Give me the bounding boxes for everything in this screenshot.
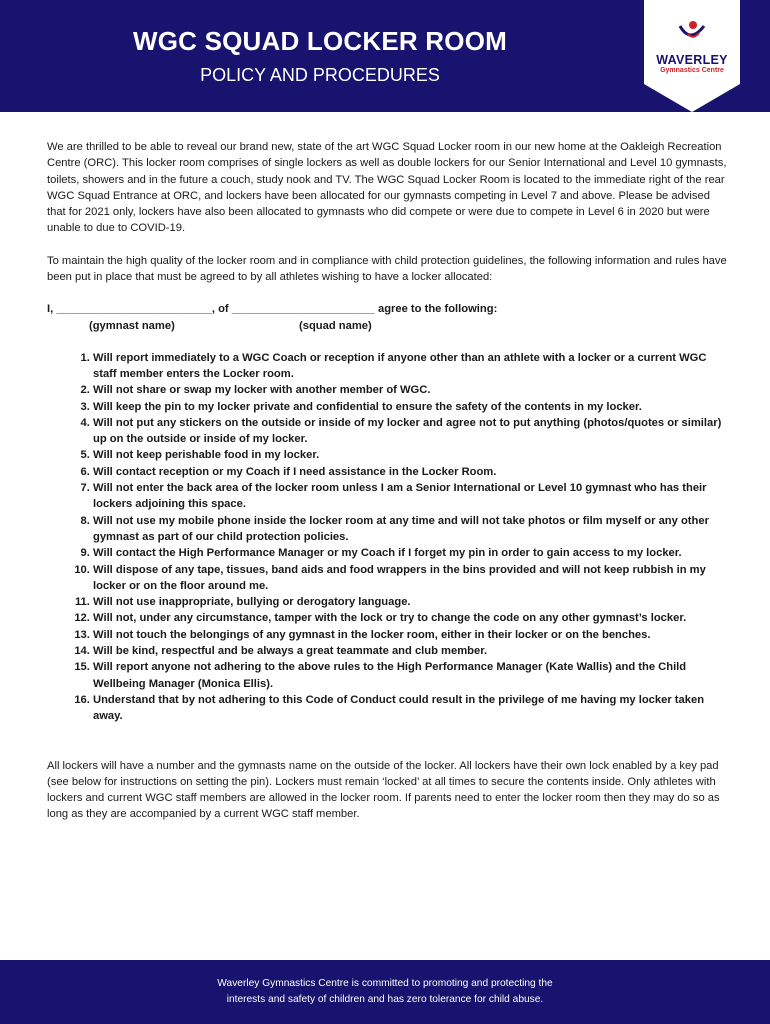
rule-item: 8. Will not use my mobile phone inside the locker room at any time and will not take photos or film myself or any other gymnast as part of our child protection policies. <box>93 513 727 546</box>
rule-item: 13. Will not touch the belongings of any gymnast in the locker room, either in their locker or on the benches. <box>93 627 727 643</box>
footer-banner <box>0 960 770 1024</box>
page-subtitle: POLICY AND PROCEDURES <box>200 65 440 85</box>
rule-item: 10. Will dispose of any tape, tissues, band aids and food wrappers in the bins provided and will not keep rubbish in my locker or on the floor around me. <box>93 562 727 595</box>
rule-item: 6. Will contact reception or my Coach if I need assistance in the Locker Room. <box>93 464 727 480</box>
rule-item: 14. Will be kind, respectful and be always a great teammate and club member. <box>93 643 727 659</box>
logo-subtext: Gymnastics Centre <box>660 67 724 74</box>
rule-item: 3. Will keep the pin to my locker private and confidential to ensure the safety of the contents in my locker. <box>93 399 727 415</box>
rules-list <box>47 350 727 725</box>
rule-item: 16. Understand that by not adhering to this Code of Conduct could result in the privilege of me having my locker taken away. <box>93 692 727 725</box>
rule-item: 9. Will contact the High Performance Manager or my Coach if I forget my pin in order to gain access to my locker. <box>93 545 727 561</box>
squad-name-label: (squad name) <box>299 319 372 332</box>
rule-item: 1. Will report immediately to a WGC Coach or reception if anyone other than an athlete with a locker or a current WGC staff member enters the Locker room. <box>93 350 727 383</box>
rule-item: 12. Will not, under any circumstance, tamper with the lock or try to change the code on any other gymnast’s locker. <box>93 610 727 626</box>
rule-item: 11. Will not use inappropriate, bullying or derogatory language. <box>93 594 727 610</box>
gymnast-name-label: (gymnast name) <box>89 319 175 332</box>
footer-line-2: interests and safety of children and has zero tolerance for child abuse. <box>226 994 544 1005</box>
closing-paragraph: All lockers will have a number and the gymnasts name on the outside of the locker. All lockers have their own lock enabled by a key pad (see below for instructions on setting the pin). Lockers must remain ‘locked’ at all times to secure the contents inside. Only athletes with lockers and current WGC staff members are allowed in the locker room. If parents need to enter the locker room then they may do so as long as they are accompanied by a current WGC staff member. <box>47 759 720 821</box>
footer-line-1: Waverley Gymnastics Centre is committed to promoting and protecting the <box>217 978 553 989</box>
rule-item: 7. Will not enter the back area of the locker room unless I am a Senior International or Level 10 gymnast who has their lockers adjoining this space. <box>93 480 727 513</box>
logo-wordmark: WAVERLEY <box>656 53 728 67</box>
rule-item: 4. Will not put any stickers on the outside or inside of my locker and agree not to put anything (photos/quotes or similar) up on the outside or inside of my locker. <box>93 415 727 448</box>
header-banner <box>0 0 770 112</box>
document-body <box>47 139 727 823</box>
rule-item: 15. Will report anyone not adhering to the above rules to the High Performance Manager (Kate Wallis) and the Child Wellbeing Manager (Monica Ellis). <box>93 659 727 692</box>
intro-paragraph: We are thrilled to be able to reveal our brand new, state of the art WGC Squad Locker room in our new home at the Oakleigh Recreation Centre (ORC). This locker room comprises of single lockers as well as double lockers for our Senior International and Level 10 gymnasts, toilets, showers and in the future a couch, study nook and TV. The WGC Squad Locker Room is located to the immediate right of the rear WGC Squad Entrance at ORC, and lockers have been allocated for our gymnasts competing in Level 7 and above. Please be advised that for 2021 only, lockers have also been allocated to gymnasts who did compete or were due to compete in Level 6 in 2020 but were unable to due to COVID-19. <box>47 141 727 235</box>
agreement-line: I, _________________________, of _______________________ agree to the following: <box>47 303 498 316</box>
page-title: WGC SQUAD LOCKER ROOM <box>133 26 507 56</box>
rule-item: 2. Will not share or swap my locker with another member of WGC. <box>93 382 727 398</box>
agreement-labels <box>47 318 727 334</box>
rule-item: 5. Will not keep perishable food in my locker. <box>93 447 727 463</box>
guidelines-paragraph: To maintain the high quality of the locker room and in compliance with child protection guidelines, the following information and rules have been put in place that must be agreed to by all athletes wishing to have a locker allocated: <box>47 254 727 284</box>
club-logo <box>644 0 740 112</box>
footer-statement <box>0 976 770 1008</box>
